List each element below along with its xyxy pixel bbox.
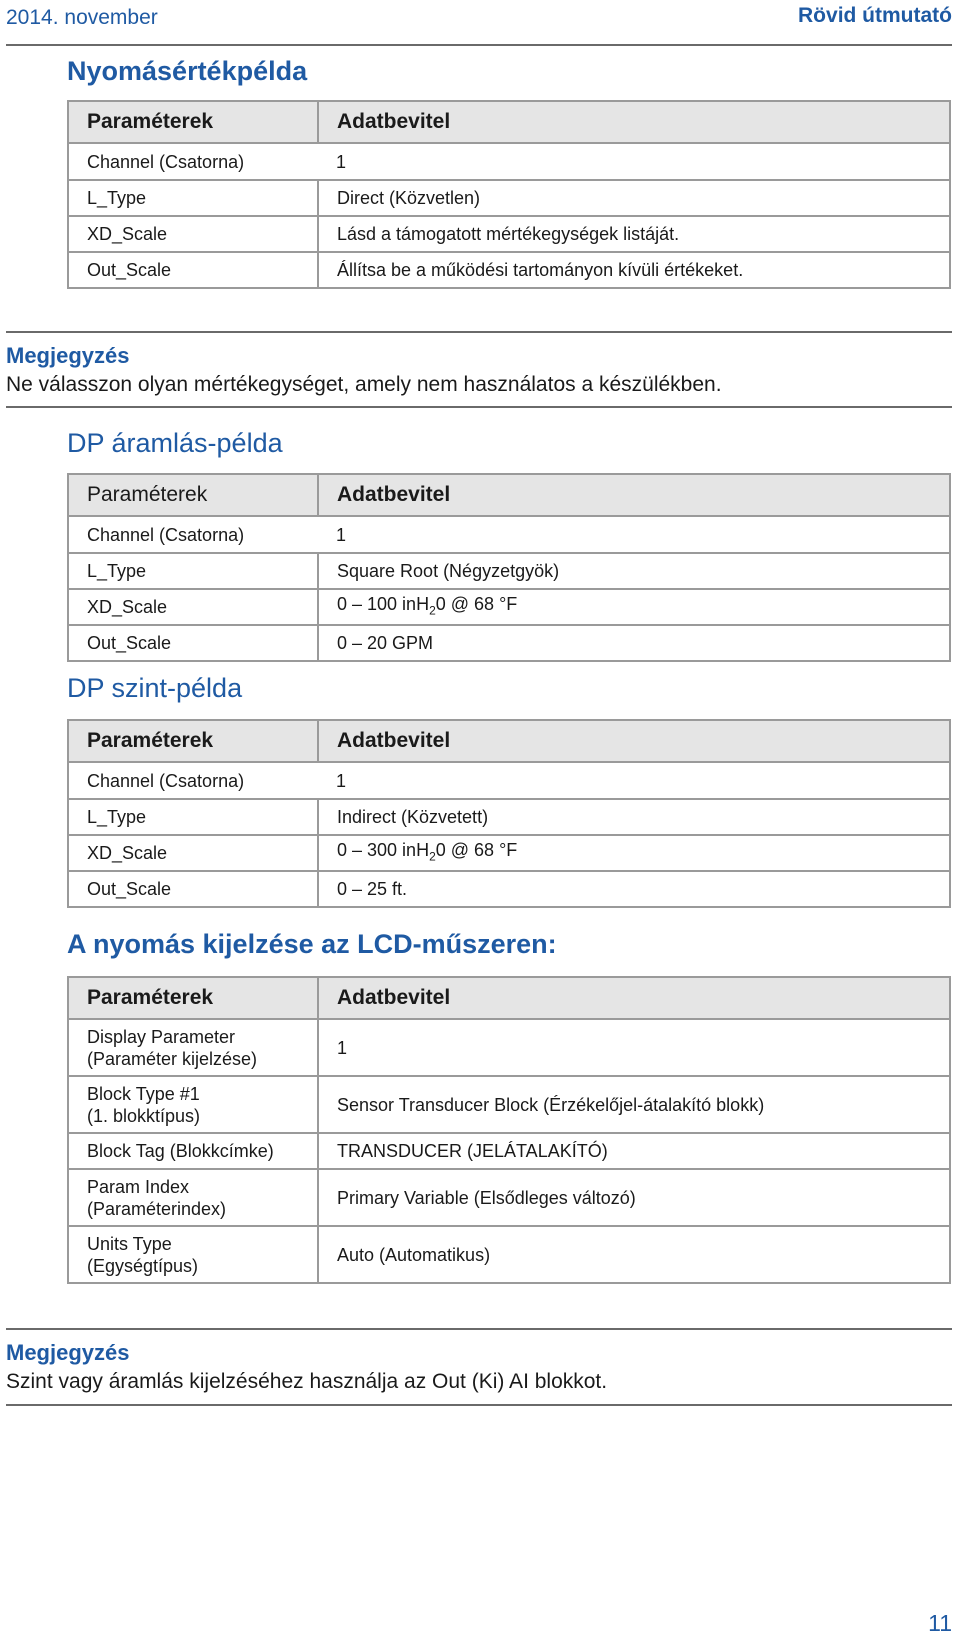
table-row — [68, 799, 950, 835]
table-row — [68, 835, 950, 871]
table-row — [68, 625, 950, 661]
value-post: 0 @ 68 °F — [435, 839, 518, 860]
column-header-input: Adatbevitel — [318, 720, 950, 762]
table-row — [68, 143, 950, 180]
column-header-parameters: Paraméterek — [68, 977, 318, 1019]
note-bottom-rule — [6, 406, 952, 408]
value-cell: 1 — [318, 762, 950, 799]
note-box — [6, 1328, 952, 1394]
section-title-pressure: Nyomásértékpélda — [67, 56, 308, 86]
column-header-parameters: Paraméterek — [68, 720, 318, 762]
param-cell: XD_Scale — [68, 216, 318, 252]
table-row — [68, 871, 950, 907]
value-cell: Lásd a támogatott mértékegységek listáját. — [318, 216, 950, 252]
column-header-input: Adatbevitel — [318, 977, 950, 1019]
param-cell: L_Type — [68, 553, 318, 589]
value-pre: 0 – 300 inH — [337, 839, 430, 860]
value-cell: TRANSDUCER (JELÁTALAKÍTÓ) — [318, 1133, 950, 1169]
value-cell: 1 — [318, 1019, 950, 1076]
param-cell — [68, 1169, 318, 1226]
value-cell: Sensor Transducer Block (Érzékelőjel-átalakító blokk) — [318, 1076, 950, 1133]
param-line: (Paraméterindex) — [87, 1198, 227, 1219]
table-dp-flow — [67, 473, 951, 662]
param-cell: L_Type — [68, 799, 318, 835]
table-dp-level — [67, 719, 951, 908]
value-cell: Primary Variable (Elsődleges változó) — [318, 1169, 950, 1226]
table-row — [68, 216, 950, 252]
table-header-row — [68, 101, 950, 143]
param-line: Display Parameter — [87, 1026, 236, 1047]
note-top-rule — [6, 331, 952, 333]
table-row — [68, 1076, 950, 1133]
param-cell: Channel (Csatorna) — [68, 762, 318, 799]
column-header-parameters: Paraméterek — [68, 101, 318, 143]
table-row — [68, 589, 950, 625]
table-row — [68, 1226, 950, 1283]
value-cell: Square Root (Négyzetgyök) — [318, 553, 950, 589]
value-cell: 1 — [318, 143, 950, 180]
param-cell: L_Type — [68, 180, 318, 216]
table-row — [68, 252, 950, 288]
value-cell — [318, 589, 950, 625]
param-cell: XD_Scale — [68, 835, 318, 871]
param-line: (Egységtípus) — [87, 1255, 199, 1276]
note-title: Megjegyzés — [6, 343, 130, 368]
table-header-row — [68, 977, 950, 1019]
note-title: Megjegyzés — [6, 1340, 130, 1365]
param-cell — [68, 1076, 318, 1133]
param-line: Units Type — [87, 1233, 172, 1254]
value-cell: 1 — [318, 516, 950, 553]
param-cell: Channel (Csatorna) — [68, 143, 318, 180]
param-cell — [68, 1226, 318, 1283]
note-box — [6, 331, 952, 397]
note-top-rule — [6, 1328, 952, 1330]
value-cell: Indirect (Közvetett) — [318, 799, 950, 835]
column-header-parameters: Paraméterek — [68, 474, 318, 516]
value-post: 0 @ 68 °F — [435, 593, 518, 614]
page-number: 11 — [928, 1610, 952, 1636]
note-text: Ne válasszon olyan mértékegységet, amely nem használatos a készülékben. — [6, 373, 722, 396]
param-line: (Paraméter kijelzése) — [87, 1048, 258, 1069]
table-row — [68, 516, 950, 553]
param-cell: XD_Scale — [68, 589, 318, 625]
param-cell: Out_Scale — [68, 252, 318, 288]
value-cell — [318, 835, 950, 871]
value-cell: 0 – 20 GPM — [318, 625, 950, 661]
value-pre: 0 – 100 inH — [337, 593, 430, 614]
param-cell — [68, 1019, 318, 1076]
table-row — [68, 762, 950, 799]
note-bottom-rule — [6, 1404, 952, 1406]
header-date: 2014. november — [6, 6, 158, 29]
table-row — [68, 180, 950, 216]
section-title-dp-level: DP szint-példa — [67, 673, 243, 703]
value-subscript: 2 — [429, 849, 436, 864]
table-row — [68, 1169, 950, 1226]
param-line: (1. blokktípus) — [87, 1105, 201, 1126]
value-cell: Direct (Közvetlen) — [318, 180, 950, 216]
param-cell: Out_Scale — [68, 871, 318, 907]
table-row — [68, 553, 950, 589]
table-lcd — [67, 976, 951, 1284]
header-divider — [6, 44, 952, 46]
value-cell: Állítsa be a működési tartományon kívüli értékeket. — [318, 252, 950, 288]
table-row — [68, 1019, 950, 1076]
table-header-row — [68, 474, 950, 516]
param-cell: Channel (Csatorna) — [68, 516, 318, 553]
section-title-lcd: A nyomás kijelzése az LCD-műszeren: — [67, 929, 557, 959]
value-subscript: 2 — [429, 603, 436, 618]
param-cell: Block Tag (Blokkcímke) — [68, 1133, 318, 1169]
param-line: Param Index — [87, 1176, 190, 1197]
note-text: Szint vagy áramlás kijelzéséhez használja az Out (Ki) AI blokkot. — [6, 1370, 608, 1393]
value-cell: Auto (Automatikus) — [318, 1226, 950, 1283]
column-header-input: Adatbevitel — [318, 474, 950, 516]
section-title-dp-flow: DP áramlás-példa — [67, 428, 283, 458]
value-cell: 0 – 25 ft. — [318, 871, 950, 907]
table-pressure — [67, 100, 951, 289]
param-cell: Out_Scale — [68, 625, 318, 661]
table-header-row — [68, 720, 950, 762]
table-row — [68, 1133, 950, 1169]
header-title: Rövid útmutató — [798, 4, 952, 27]
param-line: Block Type #1 — [87, 1083, 200, 1104]
column-header-input: Adatbevitel — [318, 101, 950, 143]
